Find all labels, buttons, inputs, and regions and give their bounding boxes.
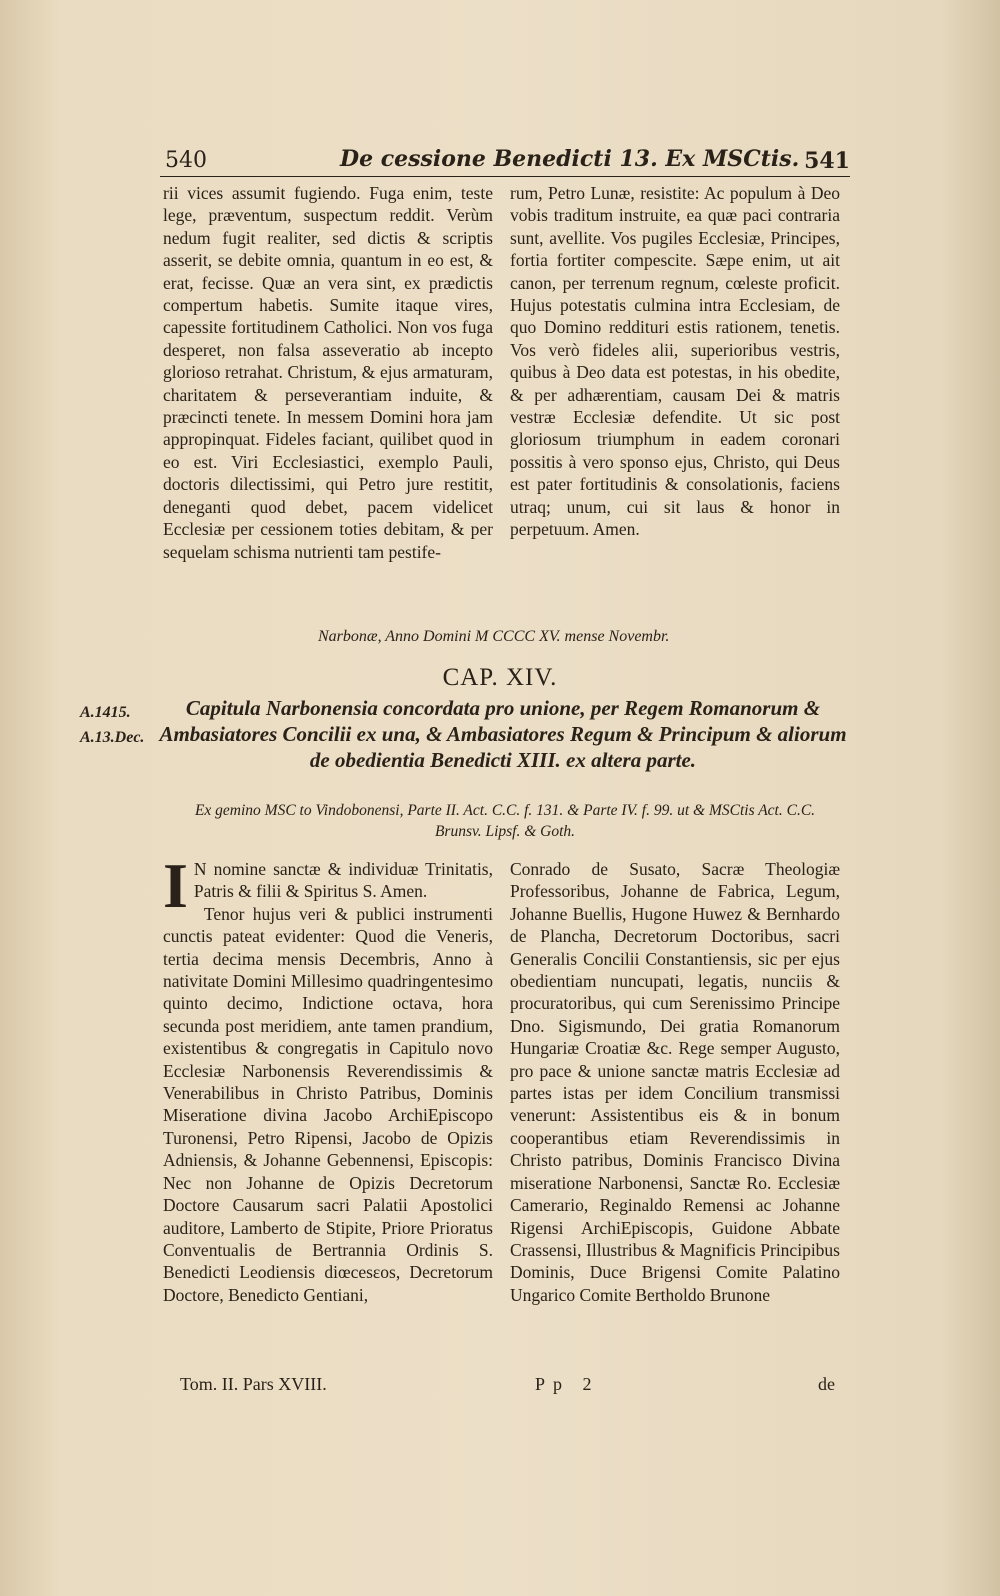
column-left-top xyxy=(163,182,493,563)
text-col1: rii vices assumit fugiendo. Fuga enim, teste lege, præventum, suspectum reddit. Verùm nedum fugit realiter, sed dictis & scriptis asserit, se debite omnia, quantum in eo est, & erat, fecisse. Quæ an vera sint, ex prædictis compertum habetis. Sumite itaque vires, capessite fortitudinem Catholici. Non vos fuga desperet, non falsa asseveratio ab incepto glorioso retrahat. Christum, & ejus armaturam, charitatem & perseverantiam induite, & præcincti tenete. In messem Domini hora jam appropinquat. Fideles faciant, quilibet quod in eo est. Viri Ecclesiastici, exemplo Pauli, doctoris dilectissimi, qui Petro jure restitit, deneganti quod debet, pacem videlicet Ecclesiæ per cessionem toties debitam, & per sequelam schisma nutrienti tam pestife- xyxy=(163,183,493,562)
column-right-top xyxy=(510,182,840,541)
source-note: Ex gemino MSC to Vindobonensi, Parte II. Act. C.C. f. 131. & Parte IV. f. 99. ut & MSCtis Act. C.C. Brunsv. Lipsf. & Goth. xyxy=(194,802,816,840)
chapter-heading: CAP. XIV. xyxy=(442,664,558,691)
column-right-bottom xyxy=(510,858,840,1306)
text-col3-p1: N nomine sanctæ & individuæ Trinitatis, Patris & filii & Spiritus S. Amen. xyxy=(193,859,493,902)
margin-note-date: A.13.Dec. xyxy=(80,729,145,746)
margin-note-year: A.1415. xyxy=(80,704,131,721)
paragraph-opening xyxy=(163,850,493,921)
text-col2: rum, Petro Lunæ, resistite: Ac populum à Deo vobis traditum instruite, ea quæ paci contraria sunt, avellite. Vos pugiles Ecclesiæ, Principes, fortia fortiter compescite. Sæpe enim, ut ait canon, per terrenum regnum, cœleste proficit. Hujus potestatis culmina intra Ecclesiam, de quo Domino reddituri estis rationem, tenetis. Vos verò fideles alii, superioribus vestris, quibus à Deo data est potestas, in his obedite, & per adhærentiam, causam Dei & matris vestræ Ecclesiæ defendite. Ut sic post gloriosum triumphum in eadem coronari possitis à vero sponso ejus, Christo, qui Deus est pater fortitudinis & consolationis, faciens utraq; unum, cui sit laus & honor in perpetuum. Amen. xyxy=(510,183,840,540)
page-number-right: 541 xyxy=(804,148,850,174)
dateline: Narbonæ, Anno Domini M CCCC XV. mense Novembr. xyxy=(318,628,670,645)
column-left-bottom xyxy=(163,850,493,1306)
drop-cap: I xyxy=(163,850,188,921)
text-col4: Conrado de Susato, Sacræ Theologiæ Professoribus, Johanne de Fabrica, Legum, Johanne Buellis, Hugone Huwez & Bernhardo de Plancha, Decretorum Doctoribus, sacri Generalis Concilii Constantiensis, sic per ejus obedientiam nuncupati, legatis, nunciis & procuratoribus, qui cum Serenissimo Principe Dno. Sigismundo, Dei gratia Romanorum Hungariæ Croatiæ &c. Rege semper Augusto, pro pace & unione sanctæ matris Ecclesiæ ad partes istas per idem Concilium transmissi venerunt: Assistentibus eis & in bonum cooperantibus etiam Reverendissimis in Christo patribus, Dominis Francisco Divina miseratione Narbonensi, Sanctæ Ro. Ecclesiæ Camerario, Reginaldo Remensi ac Johanne Rigensi ArchiEpiscopis, Guidone Abbate Crassensi, Illustribus & Magnificis Principibus Dominis, Duce Brigensi Comite Palatino Ungarico Comite Bertholdo Brunone xyxy=(510,859,840,1305)
volume-line: Tom. II. Pars XVIII. xyxy=(180,1374,327,1394)
catchword: de xyxy=(818,1374,835,1394)
header-rule xyxy=(160,176,850,177)
running-header xyxy=(160,146,860,176)
chapter-title: Capitula Narbonensia concordata pro unione, per Regem Romanorum & Ambasiatores Concilii ex una, & Ambasiatores Regum & Principum & aliorum de obedientia Benedicti XIII. ex altera parte. xyxy=(159,696,847,772)
page-number-left: 540 xyxy=(165,148,207,173)
text-col3-p2: Tenor hujus veri & publici instrumenti cunctis pateat evidenter: Quod die Veneris, tertia decima mensis Decembris, Anno à nativitate Domini Millesimo quadringentesimo quinto decimo, Indictione octava, hora secunda post meridiem, ante tamen prandium, existentibus & congregatis in Capitulo novo Ecclesiæ Narbonensis Reverendissimis & Venerabilibus in Christo Patribus, Dominis Miseratione divina Jacobo ArchiEpiscopo Turonensi, Petro Ripensi, Jacobo de Opizis Adniensis, & Johanne Gebennensi, Episcopis: Nec non Johanne de Opizis Decretorum Doctore Causarum sacri Palatii Apostolici auditore, Lamberto de Stipite, Priore Prioratus Conventualis de Bertrannia Ordinis S. Benedicti Leodiensis diœcesεos, Decretorum Doctore, Benedicto Gentiani, xyxy=(163,903,493,1305)
running-title: De cessione Benedicti 13. Ex MSCtis. xyxy=(340,146,800,172)
signature-mark: Pp 2 xyxy=(535,1374,600,1394)
